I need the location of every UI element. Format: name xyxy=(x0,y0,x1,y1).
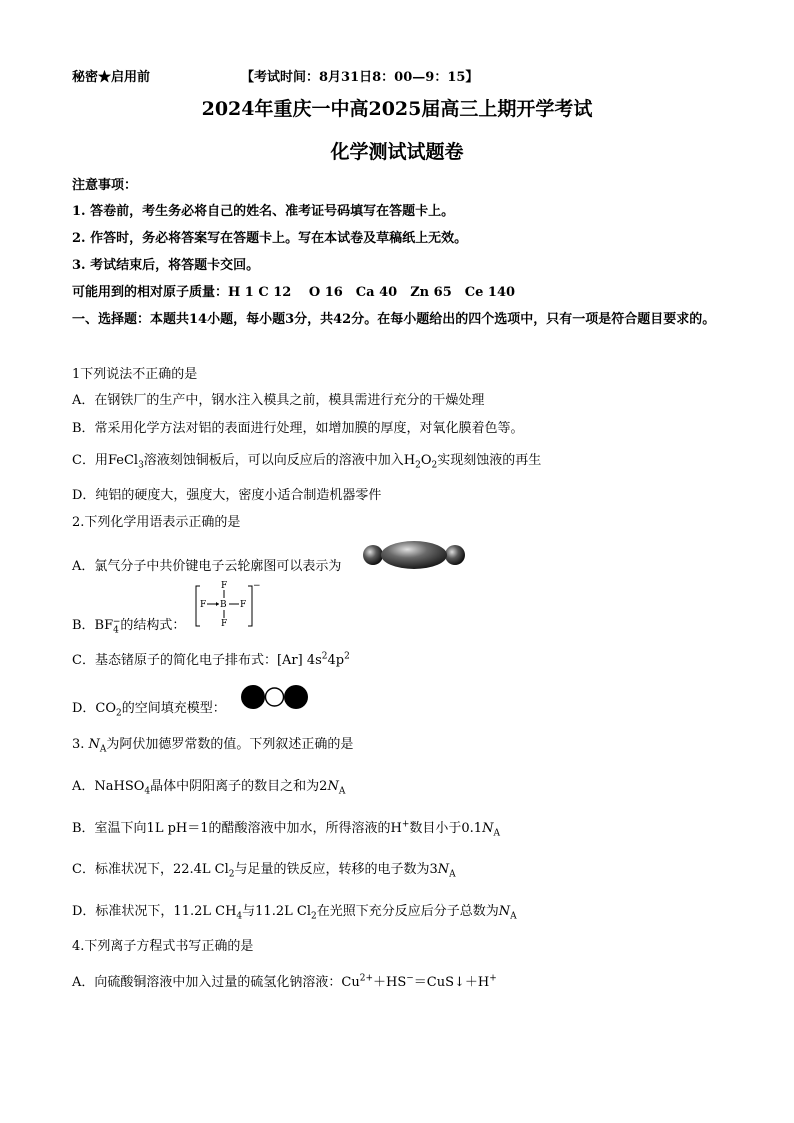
bf4-boron: B xyxy=(220,600,227,610)
exam-time: 【考试时间：8月31日8：00—9：15】 xyxy=(241,70,479,85)
bf4-fluorine-bottom: F xyxy=(221,619,228,629)
q3-option-c: C．标准状况下，22.4L $Cl_2$与足量的铁反应，转移的电子数为$3N_A$ xyxy=(72,862,456,880)
notes-heading: 注意事项： xyxy=(72,178,138,193)
q1-option-d: D．纯铝的硬度大，强度大，密度小适合制造机器零件 xyxy=(72,488,382,503)
q2-option-d: D．$CO_2$的空间填充模型： xyxy=(72,701,226,719)
confidential-label: 秘密★启用前 xyxy=(72,70,151,85)
q4-option-a: A．向硫酸铜溶液中加入过量的硫氢化钠溶液：$Cu^{2+}+HS^-=CuS↓+H^+$ xyxy=(72,973,497,990)
q3-stem: 3. $N_A$为阿伏加德罗常数的值。下列叙述正确的是 xyxy=(72,737,354,755)
q2-stem: 2.下列化学用语表示正确的是 xyxy=(72,515,241,530)
section-1-instructions: 一、选择题：本题共14小题，每小题3分，共42分。在每小题给出的四个选项中，只有一项是符合题目要求的。 xyxy=(72,312,716,327)
q2-option-a: A．氯气分子中共价键电子云轮廓图可以表示为 xyxy=(72,559,342,574)
co2-space-filling-model xyxy=(240,684,310,712)
q1-option-c: C．用FeCl$_3$溶液刻蚀铜板后，可以向反应后的溶液中加入$H_2O_2$实现刻蚀液的再生 xyxy=(72,453,542,471)
bf4-charge: − xyxy=(253,581,261,591)
q4-stem: 4.下列离子方程式书写正确的是 xyxy=(72,939,254,954)
note-item-1: 1. 答卷前，考生务必将自己的姓名、准考证号码填写在答题卡上。 xyxy=(72,204,455,219)
q1-option-a: A．在钢铁厂的生产中，钢水注入模具之前，模具需进行充分的干燥处理 xyxy=(72,393,485,408)
q1-option-b: B．常采用化学方法对铝的表面进行处理，如增加膜的厚度，对氧化膜着色等。 xyxy=(72,421,524,436)
q3-option-d: D．标准状况下，11.2L $CH_4$与11.2L $Cl_2$在光照下充分反应后分子总数为$N_A$ xyxy=(72,904,517,922)
bf4-fluorine-left: F xyxy=(200,600,207,610)
bf4-structural-formula xyxy=(194,580,260,628)
q2-option-c: C．基态锗原子的简化电子排布式：[Ar] $4s^24p^2$ xyxy=(72,651,350,668)
q2-option-b: B．$BF_4^-$的结构式： xyxy=(72,616,186,636)
q3-option-a: A．NaHSO$_4$晶体中阴阳离子的数目之和为$2N_A$ xyxy=(72,779,346,797)
exam-subtitle: 化学测试试题卷 xyxy=(330,141,464,163)
note-item-2: 2. 作答时，务必将答案写在答题卡上。写在本试卷及草稿纸上无效。 xyxy=(72,231,468,246)
note-item-3: 3. 考试结束后，将答题卡交回。 xyxy=(72,258,260,273)
q3-option-b: B．室温下向1L pH＝1的醋酸溶液中加水，所得溶液的H+数目小于$0.1N_A$ xyxy=(72,819,500,839)
atomic-masses: 可能用到的相对原子质量：H 1 C 12 O 16 Ca 40 Zn 65 Ce 140 xyxy=(72,285,516,300)
q1-stem: 1下列说法不正确的是 xyxy=(72,367,198,382)
electron-cloud-image xyxy=(362,540,466,572)
bf4-fluorine-right: F xyxy=(240,600,247,610)
exam-title: 2024年重庆一中高2025届高三上期开学考试 xyxy=(201,98,593,120)
bf4-fluorine-top: F xyxy=(221,581,228,591)
